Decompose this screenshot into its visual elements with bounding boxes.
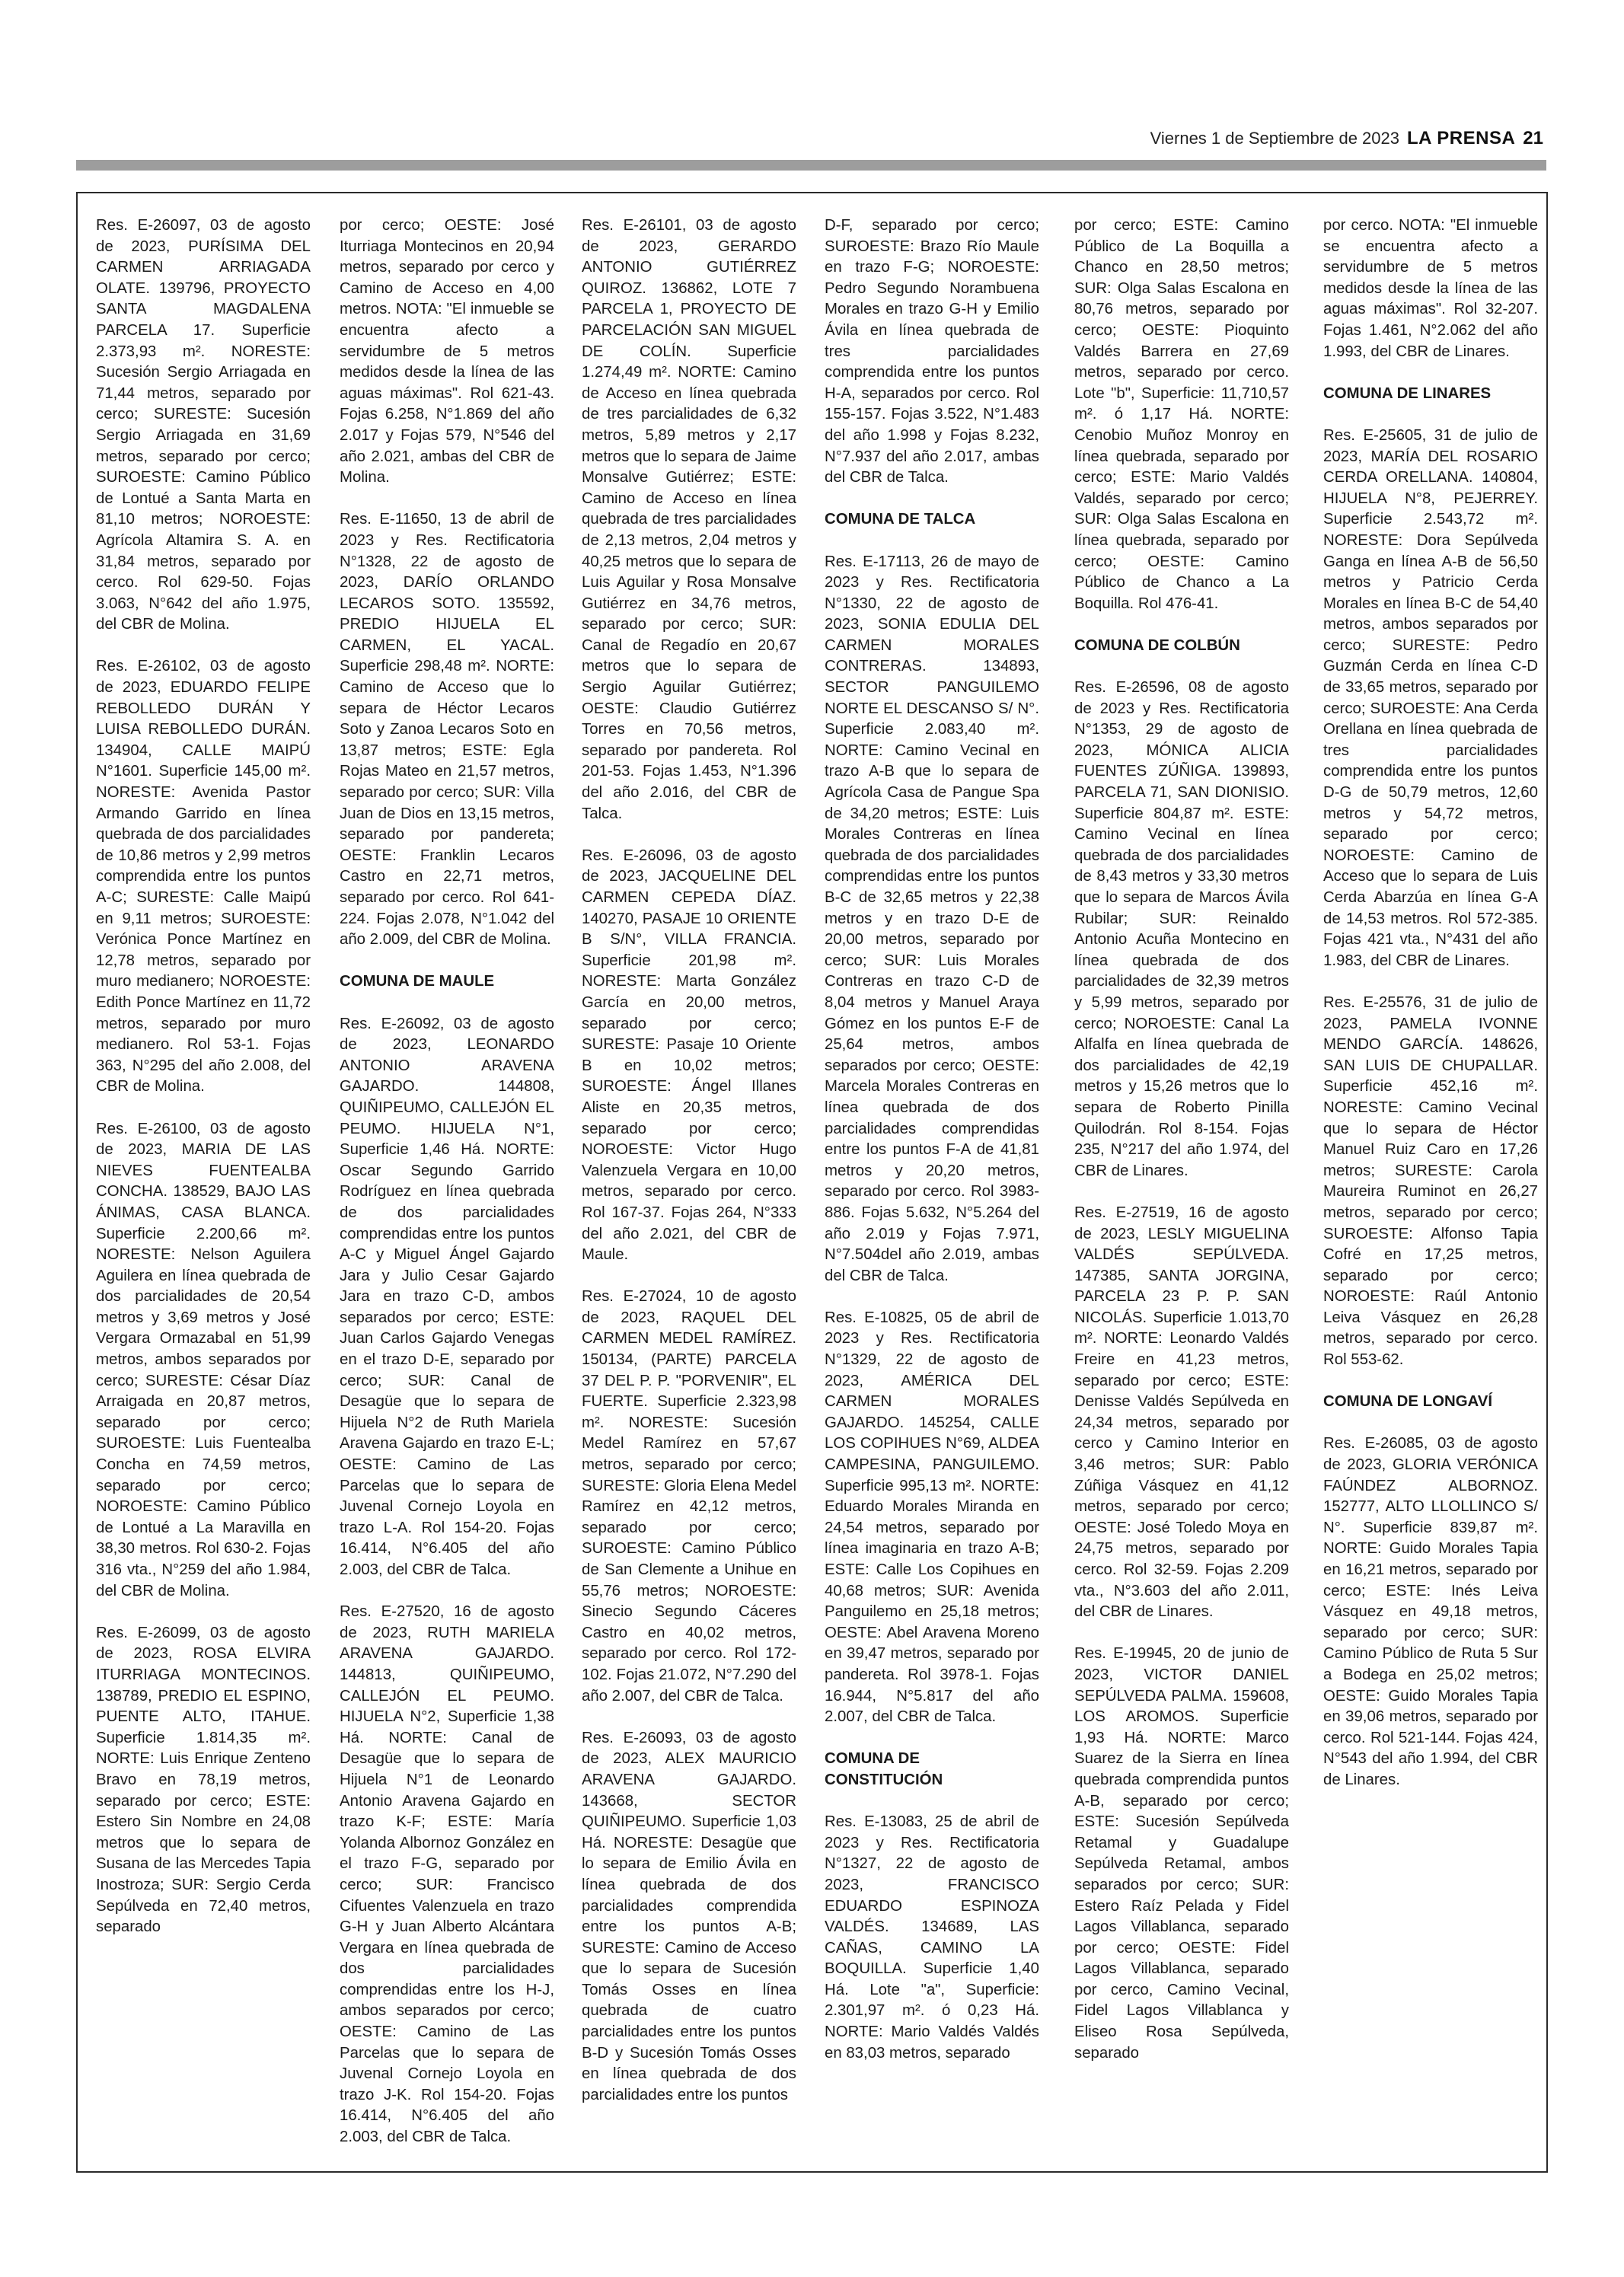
section-heading: COMUNA DE TALCA — [825, 511, 976, 528]
section-heading: COMUNA DE LINARES — [1323, 384, 1492, 402]
legal-notice: Res. E-25605, 31 de julio de 2023, MARÍA DEL ROSARIO CERDA ORELLANA. 140804, HIJUELA N°8, PEJERREY. Superficie 2.543,72 m². NORESTE: Dora Sepúlveda Ganga en línea A-B de 56,50 metros y Patricio Cerda Morales en línea B-C de 54,40 metros, ambos separados por cerco; SURESTE: Pedro Guzmán Cerda en línea C-D de 33,65 metros, separado por cerco; SUROESTE: Ana Cerda Orellana en línea quebrada de tres parcialidades comprendida entre los puntos D-G de 50,79 metros, 12,60 metros y 54,72 metros, separado por cerco; NOROESTE: Camino de Acceso que lo separa de Luis Cerda Abarzúa en línea G-A de 14,53 metros. Rol 572-385. Fojas 421 vta., N°431 del año 1.983, del CBR de Linares. — [1323, 426, 1538, 969]
legal-notice: Res. E-27520, 16 de agosto de 2023, RUTH MARIELA ARAVENA GAJARDO. 144813, QUIÑIPEUMO, CALLEJÓN EL PEUMO. HIJUELA N°2, Superficie 1,38 Há. NORTE: Canal de Desagüe que lo separa de Hijuela N°1 de Leonardo Antonio Aravena Gajardo en trazo K-F; ESTE: María Yolanda Albornoz González en el trazo F-G, separado por cerco; SUR: Francisco Cifuentes Valenzuela en trazo G-H y Juan Alberto Alcántara Vergara en línea quebrada de dos parcialidades comprendidas entre los H-J, ambos separados por cerco; OESTE: Camino de Las Parcelas que lo separa de Juvenal Cornejo Loyola en trazo J-K. Rol 154-20. Fojas 16.414, N°6.405 del año 2.003, del CBR de Talca. — [340, 1603, 554, 2146]
legal-notice: Res. E-26596, 08 de agosto de 2023 y Res. Rectificatoria N°1353, 29 de agosto de 2023, MÓNICA ALICIA FUENTES ZÚÑIGA. 139893, PARCELA 71, SAN DIONISIO. Superficie 804,87 m². ESTE: Camino Vecinal en línea quebrada de dos parcialidades de 8,43 metros y 33,30 metros que lo separa de Marcos Ávila Rubilar; SUR: Reinaldo Antonio Acuña Montecino en línea quebrada de dos parcialidades de 32,39 metros y 5,99 metros, separado por cerco; NOROESTE: Canal La Alfalfa en línea quebrada de dos parcialidades de 42,19 metros y 15,26 metros que lo separa de Roberto Pinilla Quilodrán. Rol 8-154. Fojas 235, N°217 del año 1.974, del CBR de Linares. — [1074, 679, 1289, 1179]
legal-notice: por cerco; OESTE: José Iturriaga Montecinos en 20,94 metros, separado por cerco y Camino de Acceso en 4,00 metros. NOTA: "El inmueble se encuentra afecto a servidumbre de 5 metros medidos desde la línea de las aguas máximas". Rol 621-43. Fojas 6.258, N°1.869 del año 2.017 y Fojas 579, N°546 del año 2.021, ambas del CBR de Molina. — [340, 217, 554, 486]
legal-notice: Res. E-26092, 03 de agosto de 2023, LEONARDO ANTONIO ARAVENA GAJARDO. 144808, QUIÑIPEUMO, CALLEJÓN EL PEUMO. HIJUELA N°1, Superficie 1,46 Há. NORTE: Oscar Segundo Garrido Rodríguez en línea quebrada de dos parcialidades comprendidas entre los puntos A-C y Miguel Ángel Gajardo Jara y Julio Cesar Gajardo Jara en trazo C-D, ambos separados por cerco; ESTE: Juan Carlos Gajardo Venegas en el trazo D-E, separado por cerco; SUR: Canal de Desagüe que lo separa de Hijuela N°2 de Ruth Mariela Aravena Gajardo en trazo E-L; OESTE: Camino de Las Parcelas que lo separa de Juvenal Cornejo Loyola en trazo L-A. Rol 154-20. Fojas 16.414, N°6.405 del año 2.003, del CBR de Talca. — [340, 1015, 554, 1578]
legal-notice: Res. E-26097, 03 de agosto de 2023, PURÍSIMA DEL CARMEN ARRIAGADA OLATE. 139796, PROYECTO SANTA MAGDALENA PARCELA 17. Superficie 2.373,93 m². NORESTE: Sucesión Sergio Arriagada en 71,44 metros, separado por cerco; SURESTE: Sucesión Sergio Arriagada en 31,69 metros, separado por cerco; SUROESTE: Camino Público de Lontué a Santa Marta en 81,10 metros; NOROESTE: Agrícola Altamira S. A. en 31,84 metros, separado por cerco. Rol 629-50. Fojas 3.063, N°642 del año 1.975, del CBR de Molina. — [96, 217, 311, 633]
section-heading: COMUNA DE MAULE — [340, 973, 495, 990]
page-header — [1150, 128, 1543, 149]
legal-notice: Res. E-26093, 03 de agosto de 2023, ALEX MAURICIO ARAVENA GAJARDO. 143668, SECTOR QUIÑIPEUMO. Superficie 1,03 Há. NORESTE: Desagüe que lo separa de Emilio Ávila en línea quebrada de dos parcialidades comprendida entre los puntos A-B; SURESTE: Camino de Acceso que lo separa de Sucesión Tomás Osses en línea quebrada de cuatro parcialidades entre los puntos B-D y Sucesión Tomás Osses en línea quebrada de dos parcialidades entre los puntos — [582, 1729, 796, 2103]
legal-notice: Res. E-13083, 25 de abril de 2023 y Res. Rectificatoria N°1327, 22 de agosto de 2023, FRANCISCO EDUARDO ESPINOZA VALDÉS. 134689, LAS CAÑAS, CAMINO LA BOQUILLA. Superficie 1,40 Há. Lote "a", Superficie: 2.301,97 m². ó 0,23 Há. NORTE: Mario Valdés Valdés en 83,03 metros, separado — [825, 1813, 1039, 2062]
issue-date: Viernes 1 de Septiembre de 2023 — [1150, 129, 1399, 148]
legal-notice: D-F, separado por cerco; SUROESTE: Brazo Río Maule en trazo F-G; NOROESTE: Pedro Segundo Norambuena Morales en trazo G-H y Emilio Ávila en línea quebrada de tres parcialidades comprendida entre los puntos H-A, separados por cerco. Rol 155-157. Fojas 3.522, N°1.483 del año 1.998 y Fojas 8.232, N°7.937 del año 2.017, ambas del CBR de Talca. — [825, 217, 1039, 486]
legal-notice: Res. E-27024, 10 de agosto de 2023, RAQUEL DEL CARMEN MEDEL RAMÍREZ. 150134, (PARTE) PARCELA 37 DEL P. P. "PORVENIR", EL FUERTE. Superficie 2.323,98 m². NORESTE: Sucesión Medel Ramírez en 57,67 metros, separado por cerco; SURESTE: Gloria Elena Medel Ramírez en 42,12 metros, separado por cerco; SUROESTE: Camino Público de San Clemente a Unihue en 55,76 metros; NOROESTE: Sinecio Segundo Cáceres Castro en 40,02 metros, separado por cerco. Rol 172-102. Fojas 21.072, N°7.290 del año 2.007, del CBR de Talca. — [582, 1288, 796, 1705]
legal-notice: Res. E-11650, 13 de abril de 2023 y Res. Rectificatoria N°1328, 22 de agosto de 2023, DARÍO ORLANDO LECAROS SOTO. 135592, PREDIO HIJUELA EL CARMEN, EL YACAL. Superficie 298,48 m². NORTE: Camino de Acceso que lo separa de Héctor Lecaros Soto y Zanoa Lecaros Soto en 13,87 metros; ESTE: Egla Rojas Mateo en 21,57 metros, separado por cerco; SUR: Villa Juan de Dios en 13,15 metros, separado por pandereta; OESTE: Franklin Lecaros Castro en 22,71 metros, separado por cerco. Rol 641-224. Fojas 2.078, N°1.042 del año 2.009, del CBR de Molina. — [340, 511, 554, 949]
legal-notice: Res. E-26101, 03 de agosto de 2023, GERARDO ANTONIO GUTIÉRREZ QUIROZ. 136862, LOTE 7 PARCELA 1, PROYECTO DE PARCELACIÓN SAN MIGUEL DE COLÍN. Superficie 1.274,49 m². NORTE: Camino de Acceso en línea quebrada de tres parcialidades de 6,32 metros, 5,89 metros y 2,17 metros que lo separa de Jaime Monsalve Gutiérrez; ESTE: Camino de Acceso en línea quebrada de tres parcialidades de 2,13 metros, 2,04 metros y 40,25 metros que lo separa de Luis Aguilar y Rosa Monsalve Gutiérrez en 34,76 metros, separado por cerco; SUR: Canal de Regadío en 20,67 metros que lo separa de Sergio Aguilar Gutiérrez; OESTE: Claudio Gutiérrez Torres en 70,56 metros, separado por pandereta. Rol 201-53. Fojas 1.453, N°1.396 del año 2.016, del CBR de Talca. — [582, 217, 796, 822]
column-4 — [825, 215, 1039, 2085]
section-heading: COMUNA DE COLBÚN — [1074, 636, 1240, 654]
column-2 — [340, 215, 554, 2169]
legal-notice: Res. E-26096, 03 de agosto de 2023, JACQUELINE DEL CARMEN CEPEDA DÍAZ. 140270, PASAJE 10 ORIENTE B S/N°, VILLA FRANCIA. Superficie 201,98 m². NORESTE: Marta González García en 20,00 metros, separado por cerco; SURESTE: Pasaje 10 Oriente B en 10,02 metros; SUROESTE: Ángel Illanes Aliste en 20,35 metros, separado por cerco; NOROESTE: Victor Hugo Valenzuela Vergara en 10,00 metros, separado por cerco. Rol 167-37. Fojas 264, N°333 del año 2.021, del CBR de Maule. — [582, 847, 796, 1264]
legal-notice: Res. E-10825, 05 de abril de 2023 y Res. Rectificatoria N°1329, 22 de agosto de 2023, AMÉRICA DEL CARMEN MORALES GAJARDO. 145254, CALLE LOS COPIHUES N°69, ALDEA CAMPESINA, PANGUILEMO. Superficie 995,13 m². NORTE: Eduardo Morales Miranda en 24,54 metros, separado por línea imaginaria en trazo A-B; ESTE: Calle Los Copihues en 40,68 metros; SUR: Avenida Panguilemo en 25,18 metros; OESTE: Abel Aravena Moreno en 39,47 metros, separado por pandereta. Rol 3978-1. Fojas 16.944, N°5.817 del año 2.007, del CBR de Talca. — [825, 1309, 1039, 1726]
legal-notice: por cerco. NOTA: "El inmueble se encuentra afecto a servidumbre de 5 metros medidos desde la línea de las aguas máximas". Rol 32-207. Fojas 1.461, N°2.062 del año 1.993, del CBR de Linares. — [1323, 217, 1538, 360]
legal-notice: Res. E-19945, 20 de junio de 2023, VICTOR DANIEL SEPÚLVEDA PALMA. 159608, LOS AROMOS. Superficie 1,93 Há. NORTE: Marco Suarez de la Sierra en línea quebrada comprendida puntos A-B, separado por cerco; ESTE: Sucesión Sepúlveda Retamal y Guadalupe Sepúlveda Retamal, ambos separados por cerco; SUR: Estero Raíz Pelada y Fidel Lagos Villablanca, separado por cerco; OESTE: Fidel Lagos Villablanca, separado por cerco, Camino Vecinal, Fidel Lagos Villablanca y Eliseo Rosa Sepúlveda, separado — [1074, 1645, 1289, 2062]
page-number: 21 — [1523, 128, 1543, 148]
section-heading: COMUNA DE CONSTITUCIÓN — [825, 1750, 943, 1788]
newspaper-name: LA PRENSA — [1407, 128, 1516, 148]
legal-notice: Res. E-26102, 03 de agosto de 2023, EDUARDO FELIPE REBOLLEDO DURÁN Y LUISA REBOLLEDO DURÁN. 134904, CALLE MAIPÚ N°1601. Superficie 145,00 m². NORESTE: Avenida Pastor Armando Garrido en línea quebrada de dos parcialidades de 10,86 metros y 2,99 metros comprendida entre los puntos A-C; SURESTE: Calle Maipú en 9,11 metros; SUROESTE: Verónica Ponce Martínez en 12,78 metros, separado por muro medianero; NOROESTE: Edith Ponce Martínez en 11,72 metros, separado por muro medianero. Rol 53-1. Fojas 363, N°295 del año 2.008, del CBR de Molina. — [96, 658, 311, 1095]
column-1 — [96, 215, 311, 1959]
column-6 — [1323, 215, 1538, 1812]
legal-notice: Res. E-17113, 26 de mayo de 2023 y Res. Rectificatoria N°1330, 22 de agosto de 2023, SONIA EDULIA DEL CARMEN MORALES CONTRERAS. 134893, SECTOR PANGUILEMO NORTE EL DESCANSO S/ N°. Superficie 2.083,40 m². NORTE: Camino Vecinal en trazo A-B que lo separa de Agrícola Casa de Pangue Spa de 34,20 metros; ESTE: Luis Morales Contreras en línea quebrada de dos parcialidades comprendidas entre los puntos B-C de 32,65 metros y 22,38 metros y en trazo D-E de 20,00 metros, separado por cerco; SUR: Luis Morales Contreras en trazo C-D de 8,04 metros y Manuel Araya Gómez en los puntos E-F de 25,64 metros, ambos separados por cerco; OESTE: Marcela Morales Contreras en línea quebrada de dos parcialidades comprendidas entre los puntos F-A de 41,81 metros y 20,20 metros, separado por cerco. Rol 3983-886. Fojas 5.632, N°5.264 del año 2.019 y Fojas 7.971, N°7.504del año 2.019, ambas del CBR de Talca. — [825, 553, 1039, 1284]
legal-notice: por cerco; ESTE: Camino Público de La Boquilla a Chanco en 28,50 metros; SUR: Olga Salas Escalona en 80,76 metros, separado por cerco; OESTE: Pioquinto Valdés Barrera en 27,69 metros, separado por cerco. Lote "b", Superficie: 11,710,57 m². ó 1,17 Há. NORTE: Cenobio Muñoz Monroy en línea quebrada, separado por cerco; ESTE: Mario Valdés Valdés, separado por cerco; SUR: Olga Salas Escalona en línea quebrada, separado por cerco; OESTE: Camino Público de Chanco a La Boquilla. Rol 476-41. — [1074, 217, 1289, 612]
legal-notice: Res. E-26100, 03 de agosto de 2023, MARIA DE LAS NIEVES FUENTEALBA CONCHA. 138529, BAJO LAS ÁNIMAS, CASA BLANCA. Superficie 2.200,66 m². NORESTE: Nelson Aguilera Aguilera en línea quebrada de dos parcialidades de 20,54 metros y 3,69 metros y José Vergara Ormazabal en 51,99 metros, ambos separados por cerco; SURESTE: César Díaz Arraigada en 20,87 metros, separado por cerco; SUROESTE: Luis Fuentealba Concha en 74,59 metros, separado por cerco; NOROESTE: Camino Público de Lontué a La Maravilla en 38,30 metros. Rol 630-2. Fojas 316 vta., N°259 del año 1.984, del CBR de Molina. — [96, 1120, 311, 1599]
column-3 — [582, 215, 796, 2127]
section-heading: COMUNA DE LONGAVÍ — [1323, 1393, 1493, 1411]
legal-notice: Res. E-26099, 03 de agosto de 2023, ROSA ELVIRA ITURRIAGA MONTECINOS. 138789, PREDIO EL ESPINO, PUENTE ALTO, ITAHUE. Superficie 1.814,35 m². NORTE: Luis Enrique Zenteno Bravo en 78,19 metros, separado por cerco; ESTE: Estero Sin Nombre en 24,08 metros que lo separa de Susana de las Mercedes Tapia Inostroza; SUR: Sergio Cerda Sepúlveda en 72,40 metros, separado — [96, 1624, 311, 1936]
header-rule — [76, 160, 1546, 171]
legal-notice: Res. E-26085, 03 de agosto de 2023, GLORIA VERÓNICA FAÚNDEZ ALBORNOZ. 152777, ALTO LLOLLINCO S/ N°. Superficie 839,87 m². NORTE: Guido Morales Tapia en 16,21 metros, separado por cerco; ESTE: Inés Leiva Vásquez en 49,18 metros, separado por cerco; SUR: Camino Público de Ruta 5 Sur a Bodega en 25,02 metros; OESTE: Guido Morales Tapia en 39,06 metros, separado por cerco. Rol 521-144. Fojas 424, N°543 del año 1.994, del CBR de Linares. — [1323, 1435, 1538, 1788]
legal-notice: Res. E-25576, 31 de julio de 2023, PAMELA IVONNE MENDO GARCÍA. 148626, SAN LUIS DE CHUPALLAR. Superficie 452,16 m². NORESTE: Camino Vecinal que lo separa de Héctor Manuel Ruiz Caro en 17,26 metros; SURESTE: Carola Maureira Ruminot en 26,27 metros, separado por cerco; SUROESTE: Alfonso Tapia Cofré en 17,25 metros, separado por cerco; NOROESTE: Raúl Antonio Leiva Vásquez en 26,28 metros, separado por cerco. Rol 553-62. — [1323, 993, 1538, 1369]
column-5 — [1074, 215, 1289, 2085]
legal-notice: Res. E-27519, 16 de agosto de 2023, LESLY MIGUELINA VALDÉS SEPÚLVEDA. 147385, SANTA JORGINA, PARCELA 23 P. P. SAN NICOLÁS. Superficie 1.013,70 m². NORTE: Leonardo Valdés Freire en 41,23 metros, separado por cerco; ESTE: Denisse Valdés Sepúlveda en 24,34 metros, separado por cerco y Camino Interior en 3,46 metros; SUR: Pablo Zúñiga Vásquez en 41,12 metros, separado por cerco; OESTE: José Toledo Moya en 24,75 metros, separado por cerco. Rol 32-59. Fojas 2.209 vta., N°3.603 del año 2.011, del CBR de Linares. — [1074, 1204, 1289, 1621]
